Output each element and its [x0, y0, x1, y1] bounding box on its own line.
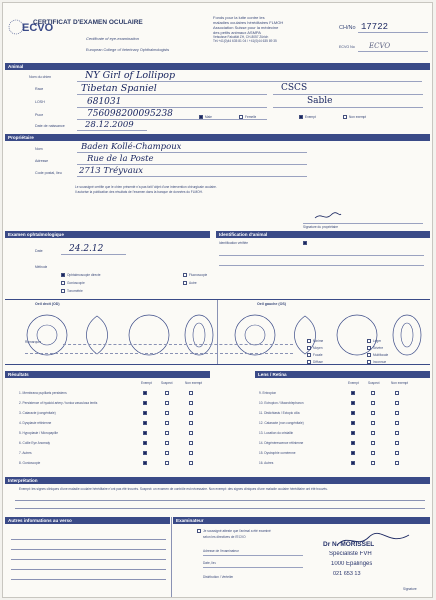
other-info-bar: Autres informations au verso [5, 517, 170, 524]
legend-item: Diffuse [313, 360, 323, 364]
race-label: Race [35, 87, 44, 91]
ldpe-label: LOSH [35, 100, 45, 104]
stamp-city: 1000 Epalinges [331, 561, 373, 567]
sex-male-checkbox[interactable] [199, 115, 203, 119]
logo-text: ECVO [22, 22, 54, 34]
dog-name: NY Girl of Lollipop [85, 71, 176, 81]
fund-line: Tél.+41(0)44 635 81 04 / +41(0)44 635 89 35 [213, 39, 277, 43]
legend-item: Moyen [313, 346, 323, 350]
nonexempt-checkbox[interactable] [395, 421, 399, 425]
exam-date-label: Date [35, 249, 43, 253]
exempt-checkbox[interactable] [351, 461, 355, 465]
exempt-checkbox[interactable] [143, 391, 147, 395]
result-label: 16. Autres [259, 461, 274, 465]
method-checkbox[interactable] [61, 289, 65, 293]
breed-book: CSCS [281, 83, 308, 93]
examiner-line: Je soussigné atteste que l'animal a été examiné [203, 529, 271, 533]
identification-bar: Identification d'animal [216, 231, 430, 238]
result-label: 15. Dystrophie cornéenne [259, 451, 296, 455]
examiner-sign-label: Signature [403, 587, 417, 591]
result-label: 11. Distichiasis / Ectopic cilia [259, 411, 300, 415]
chip: 756098200095238 [87, 109, 173, 119]
method-option: Ophtalmoscopie directe [67, 273, 101, 277]
legend-item: Sévère [373, 346, 384, 350]
suspect-checkbox[interactable] [371, 391, 375, 395]
other-info-area [11, 529, 166, 593]
exempt-checkbox[interactable] [351, 411, 355, 415]
interpretation-bar: Interprétation [5, 477, 430, 484]
owner-signature-icon [313, 209, 343, 223]
exempt-label: Exempt [305, 115, 316, 119]
fund-line: Vetsuisse Fakultät ZH, CH-8057 Zürich [213, 35, 269, 39]
exempt-checkbox[interactable] [351, 431, 355, 435]
nonexempt-checkbox[interactable] [189, 461, 193, 465]
legend-item: Inconnue [373, 360, 387, 364]
suspect-checkbox[interactable] [165, 431, 169, 435]
nonexempt-checkbox[interactable] [189, 391, 193, 395]
legend-item: Minime [313, 339, 324, 343]
owner-address-label: Adresse [35, 159, 49, 163]
ldpe: 681031 [87, 97, 122, 107]
suspect-checkbox[interactable] [371, 451, 375, 455]
nonexempt-checkbox[interactable] [395, 431, 399, 435]
fundus-option: Fluoroscopie [189, 273, 208, 277]
exempt-checkbox[interactable] [143, 411, 147, 415]
result-label: 10. Ectropion / Macroblepharon [259, 401, 304, 405]
result-label: 7. Autres [19, 451, 32, 455]
col-nonexempt-label: Non exempt [185, 381, 203, 385]
nonexempt-checkbox[interactable] [189, 431, 193, 435]
examiner-bar: Examinateur [173, 517, 430, 524]
result-label: 1. Membrana pupillaris persistens [19, 391, 67, 395]
fund-line: des petits animaux ASMPA [213, 30, 261, 35]
examiner-line: selon les directives de l'ECVO [203, 535, 246, 539]
suspect-checkbox[interactable] [371, 401, 375, 405]
result-label: 5. Hypoplasie / Micropapille [19, 431, 58, 435]
owner-name-label: Nom [35, 147, 43, 151]
stamp-title: Spécialiste FVH [329, 551, 372, 557]
nonexempt-checkbox[interactable] [189, 411, 193, 415]
dob: 28.12.2009 [85, 120, 134, 130]
result-label: 3. Cataracte (congénitale) [19, 411, 56, 415]
nonexempt-checkbox[interactable] [189, 421, 193, 425]
examiner-line: Distribution / Verteiler [203, 575, 234, 579]
id-checked-checkbox[interactable] [303, 241, 307, 245]
suspect-checkbox[interactable] [371, 411, 375, 415]
nonexempt-label: Non exempt [349, 115, 367, 119]
stamp-phone: 021 653 13 [333, 571, 361, 577]
exempt-checkbox[interactable] [351, 391, 355, 395]
owner-section-bar: Propriétaire [5, 134, 430, 141]
name-label: Nom du chien [29, 75, 52, 79]
result-label: 14. Dégénérescence rétinienne [259, 441, 304, 445]
legend-item: Multifocale [373, 353, 389, 357]
examiner-signature-icon [333, 529, 413, 551]
suspect-checkbox[interactable] [165, 441, 169, 445]
exempt-checkbox[interactable] [143, 441, 147, 445]
examiner-line: Adresse de l'examinateur [203, 549, 239, 553]
right-col-exempt: Exempt [348, 381, 359, 385]
animal-section-bar: Animal [5, 63, 430, 70]
dob-label: Date de naissance [35, 124, 65, 128]
certificate-title: CERTIFICAT D'EXAMEN OCULAIRE [33, 19, 143, 26]
results-right-bar: Lens / Retina [255, 371, 430, 378]
exempt-checkbox[interactable] [143, 461, 147, 465]
exam-section-bar: Examen ophtalmologique [5, 231, 210, 238]
fund-block [213, 15, 318, 43]
declaration [75, 185, 350, 195]
result-label: 6. Collie Eye Anomaly [19, 441, 51, 445]
remarks-label: Remarques [25, 340, 42, 344]
coat-color: Sable [307, 96, 333, 106]
method-checkbox[interactable] [61, 273, 65, 277]
race: Tibetan Spaniel [81, 84, 157, 94]
exempt-checkbox[interactable] [351, 421, 355, 425]
legend-item: Léger [373, 339, 382, 343]
owner-city-label: Code postal, lieu [35, 171, 62, 175]
legend [303, 337, 428, 367]
nonexempt-checkbox[interactable] [395, 441, 399, 445]
suspect-checkbox[interactable] [371, 431, 375, 435]
sex-female-label: Femelle [245, 115, 257, 119]
cert-no-label: CH/No [339, 25, 356, 31]
sex-male-label: Male [205, 115, 212, 119]
fundus-option: Autre [189, 281, 197, 285]
nonexempt-checkbox[interactable] [189, 441, 193, 445]
exempt-checkbox[interactable] [143, 451, 147, 455]
legend-item: Focale [313, 353, 323, 357]
col-suspect-label: Suspect [161, 381, 173, 385]
right-eye-title: Oeil droit (OD) [35, 302, 60, 306]
suspect-checkbox[interactable] [371, 461, 375, 465]
cert-no: 17722 [361, 22, 389, 32]
suspect-checkbox[interactable] [165, 451, 169, 455]
method-option: Gonioscopie [67, 281, 85, 285]
method-label: Méthode [35, 265, 48, 269]
nonexempt-checkbox[interactable] [343, 115, 347, 119]
examiner-line: Date, lieu [203, 561, 217, 565]
result-label: 4. Dysplasie rétinienne [19, 421, 52, 425]
sex-female-checkbox[interactable] [239, 115, 243, 119]
col-exempt-label: Exempt [141, 381, 152, 385]
exempt-checkbox[interactable] [143, 421, 147, 425]
id-checked-label: Identification vérifiée [219, 241, 249, 245]
nonexempt-checkbox[interactable] [189, 451, 193, 455]
exempt-checkbox[interactable] [143, 431, 147, 435]
method-option: Tonométrie [67, 289, 83, 293]
suspect-checkbox[interactable] [371, 441, 375, 445]
suspect-checkbox[interactable] [371, 421, 375, 425]
fund-line: Association Suisse pour la médecine [213, 25, 279, 30]
exempt-checkbox[interactable] [351, 451, 355, 455]
results-section-bar: Résultats [5, 371, 210, 378]
interpretation-text: Exempt: les signes cliniques d'une maladie oculaire héréditaire n'ont pas été trouvés. Suspect: un examen de contrôle est nécessaire. Non exempt: des signes cliniques d'une maladie oculaire héréditaire ont été trouvés. [19, 487, 328, 491]
right-col-nonexempt: Non exempt [391, 381, 409, 385]
right-col-suspect: Suspect [368, 381, 380, 385]
ecvo-no-label: ECVO No [339, 45, 355, 49]
exempt-checkbox[interactable] [299, 115, 303, 119]
nonexempt-checkbox[interactable] [395, 461, 399, 465]
suspect-checkbox[interactable] [165, 411, 169, 415]
fund-line: Fonds pour la lutte contre les [213, 15, 265, 20]
result-label: 8. Gonioscopie [19, 461, 41, 465]
result-label: 9. Entropion [259, 391, 277, 395]
exempt-checkbox[interactable] [351, 441, 355, 445]
stamp-name: Dr N. MORISSEL [323, 541, 375, 548]
owner-address: Rue de la Poste [87, 154, 154, 164]
declaration-line: Le soussigné certifie que le chien présenté n'a pas fait l'objet d'une intervention chirurgicale oculaire. [75, 185, 217, 189]
certificate-page [2, 2, 433, 598]
left-eye-title: Oeil gauche (OS) [257, 302, 286, 306]
owner-signature-label: Signature du propriétaire [303, 225, 339, 229]
result-label: 12. Cataracte (non congénitale) [259, 421, 304, 425]
certificate-subtitle: Certificate of eye-examination [86, 37, 139, 41]
declaration-line: Il autorise la publication des résultats de l'examen dans la banque de données du FLMOH. [75, 190, 203, 194]
ecvo-subtitle: European College of Veterinary Ophthalmologists [86, 48, 170, 52]
chip-label: Puce [35, 113, 44, 117]
suspect-checkbox[interactable] [165, 421, 169, 425]
exempt-checkbox[interactable] [351, 401, 355, 405]
result-label: 2. Persistence of hyaloid artery / tunica vasculosa lentis [19, 401, 98, 405]
fund-line: maladies oculaires héréditaires FLMOH [213, 20, 284, 25]
exempt-checkbox[interactable] [143, 401, 147, 405]
suspect-checkbox[interactable] [165, 391, 169, 395]
result-label: 13. Luxation du cristallin [259, 431, 294, 435]
exam-date: 24.2.12 [69, 244, 104, 254]
method-checkbox[interactable] [61, 281, 65, 285]
nonexempt-checkbox[interactable] [189, 401, 193, 405]
owner-city: 2713 Tréyvaux [79, 166, 144, 176]
nonexempt-checkbox[interactable] [395, 411, 399, 415]
ecvo-no: ECVO [369, 42, 391, 50]
fundus-checkbox[interactable] [183, 281, 187, 285]
fundus-checkbox[interactable] [183, 273, 187, 277]
nonexempt-checkbox[interactable] [395, 391, 399, 395]
owner-name: Baden Kollé-Champoux [81, 142, 182, 152]
examiner-checkbox[interactable] [197, 529, 201, 533]
nonexempt-checkbox[interactable] [395, 401, 399, 405]
suspect-checkbox[interactable] [165, 461, 169, 465]
nonexempt-checkbox[interactable] [395, 451, 399, 455]
suspect-checkbox[interactable] [165, 401, 169, 405]
